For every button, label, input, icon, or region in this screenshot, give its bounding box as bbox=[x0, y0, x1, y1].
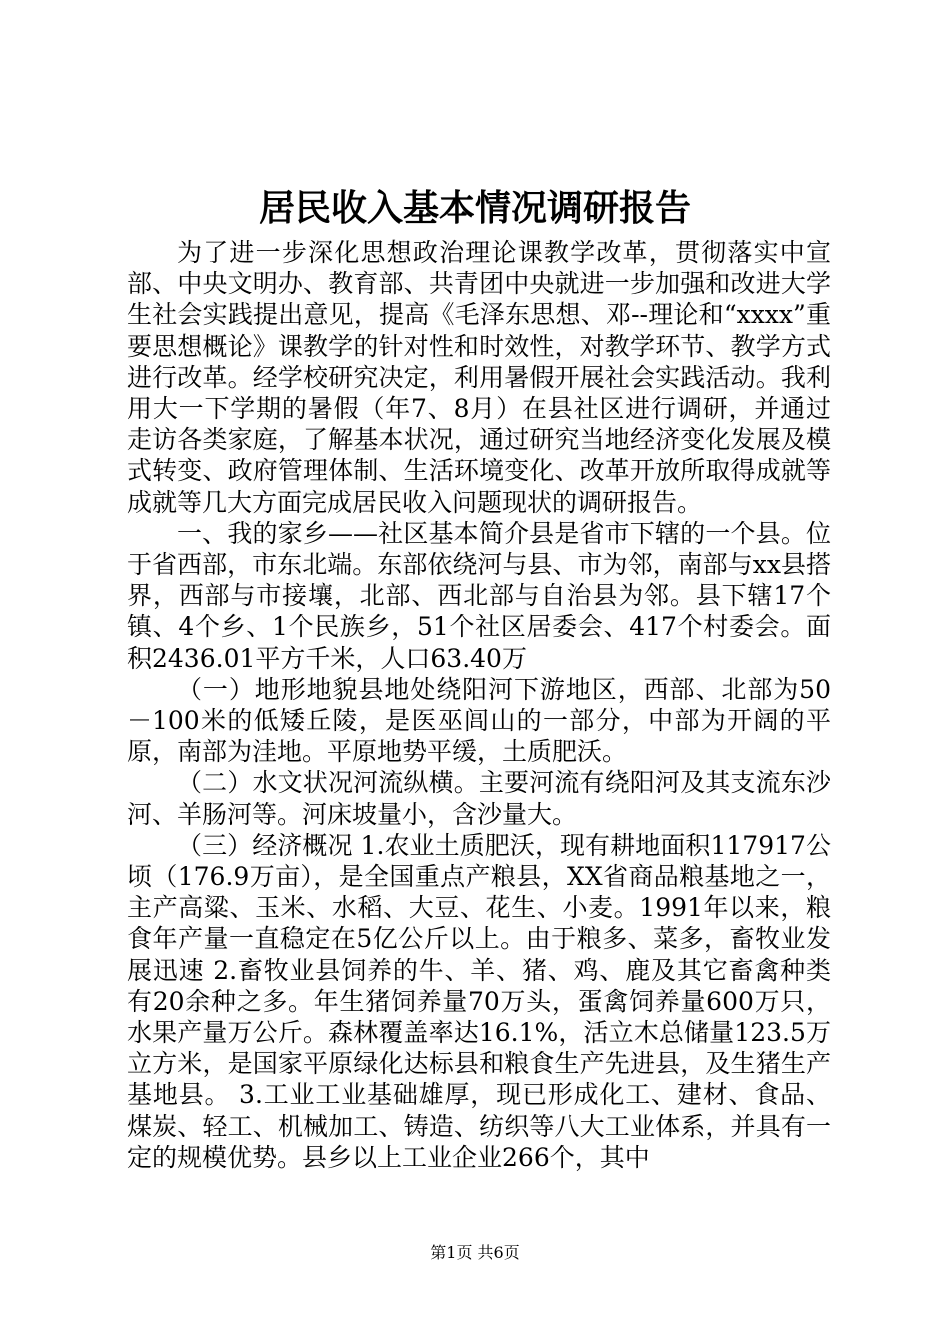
paragraph-hometown-overview: 一、我的家乡——社区基本简介县是省市下辖的一个县。位于省西部，市东北端。东部依绕河与县、市为邻，南部与xx县搭界，西部与市接壤，北部、西北部与自治县为邻。县下辖17个镇、4个乡、1个民族乡，51个社区居委会、417个村委会。面积2436.01平方千米，人口63.40万 bbox=[127, 518, 831, 673]
paragraph-intro: 为了进一步深化思想政治理论课教学改革，贯彻落实中宣部、中央文明办、教育部、共青团中央就进一步加强和改进大学生社会实践提出意见，提高《毛泽东思想、邓--理论和“xxxx”重要思想概论》课教学的针对性和时效性，对教学环节、教学方式进行改革。经学校研究决定，利用暑假开展社会实践活动。我利用大一下学期的暑假（年7、8月）在县社区进行调研，并通过走访各类家庭，了解基本状况，通过研究当地经济变化发展及模式转变、政府管理体制、生活环境变化、改革开放所取得成就等成就等几大方面完成居民收入问题现状的调研报告。 bbox=[127, 238, 831, 517]
paragraph-terrain: （一）地形地貌县地处绕阳河下游地区，西部、北部为50－100米的低矮丘陵，是医巫闾山的一部分，中部为开阔的平原，南部为洼地。平原地势平缓，土质肥沃。 bbox=[127, 674, 831, 767]
document-body bbox=[127, 237, 831, 1173]
paragraph-economy: （三）经济概况 1.农业土质肥沃，现有耕地面积117917公顷（176.9万亩），是全国重点产粮县，XX省商品粮基地之一，主产高粱、玉米、水稻、大豆、花生、小麦。1991年以来，粮食年产量一直稳定在5亿公斤以上。由于粮多、菜多，畜牧业发展迅速 2.畜牧业县饲养的牛、羊、猪、鸡、鹿及其它畜禽种类有20余种之多。年生猪饲养量70万头，蛋禽饲养量600万只，水果产量万公斤。森林覆盖率达16.1%，活立木总储量123.5万立方米，是国家平原绿化达标县和粮食生产先进县，及生猪生产基地县。 3.工业工业基础雄厚，现已形成化工、建材、食品、煤炭、轻工、机械加工、铸造、纺织等八大工业体系，并具有一定的规模优势。县乡以上工业企业266个，其中 bbox=[127, 830, 831, 1172]
paragraph-hydrology: （二）水文状况河流纵横。主要河流有绕阳河及其支流东沙河、羊肠河等。河床坡量小，含沙量大。 bbox=[127, 768, 831, 829]
page-number-footer: 第1页 共6页 bbox=[430, 1243, 520, 1262]
document-title: 居民收入基本情况调研报告 bbox=[258, 187, 691, 229]
